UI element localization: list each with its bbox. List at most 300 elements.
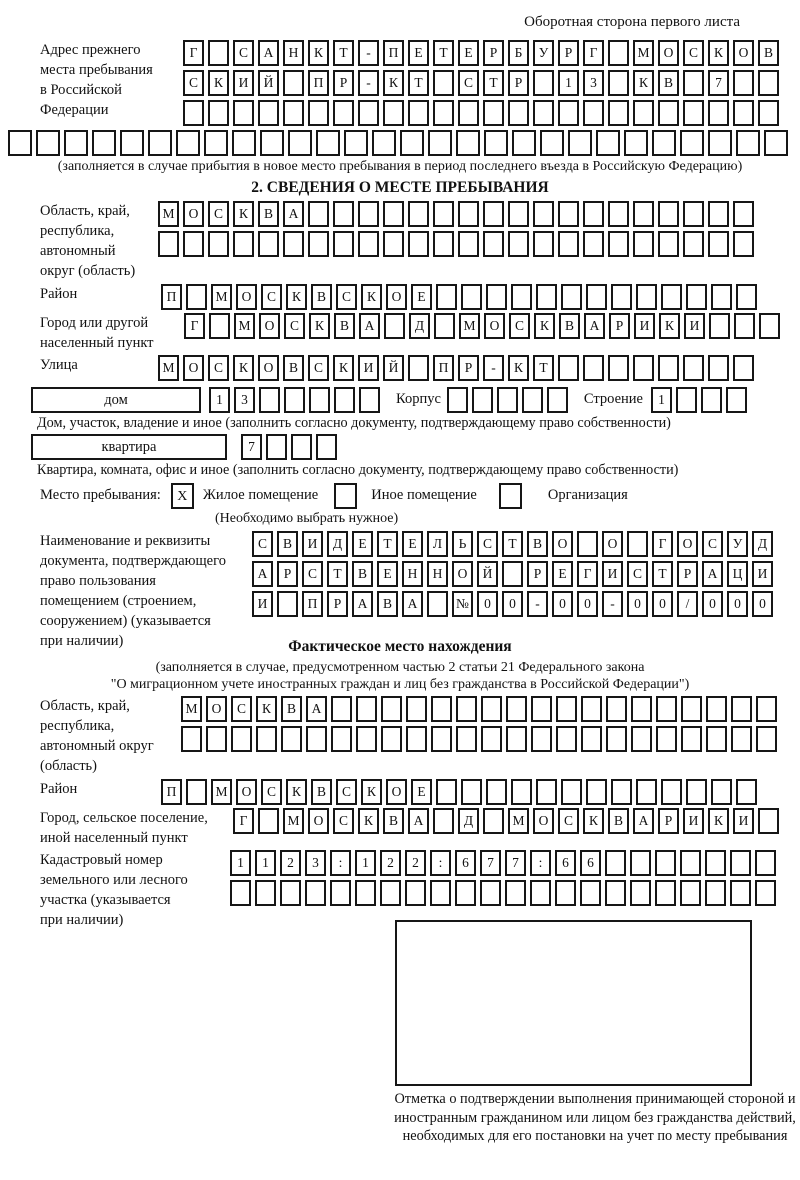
char-cell[interactable] bbox=[681, 696, 702, 722]
char-cell[interactable] bbox=[431, 696, 452, 722]
char-cell[interactable] bbox=[511, 284, 532, 310]
char-cell[interactable]: С bbox=[509, 313, 530, 339]
char-cell[interactable] bbox=[758, 808, 779, 834]
char-cell[interactable] bbox=[306, 726, 327, 752]
char-cell[interactable]: Т bbox=[433, 40, 454, 66]
char-cell[interactable] bbox=[383, 201, 404, 227]
char-cell[interactable] bbox=[533, 231, 554, 257]
char-cell[interactable]: - bbox=[527, 591, 548, 617]
char-cell[interactable]: И bbox=[602, 561, 623, 587]
char-cell[interactable] bbox=[481, 726, 502, 752]
char-cell[interactable] bbox=[431, 726, 452, 752]
char-cell[interactable] bbox=[658, 355, 679, 381]
char-cell[interactable]: М bbox=[283, 808, 304, 834]
char-cell[interactable] bbox=[433, 201, 454, 227]
char-cell[interactable]: - bbox=[358, 70, 379, 96]
char-cell[interactable] bbox=[608, 100, 629, 126]
char-cell[interactable]: К bbox=[333, 355, 354, 381]
char-cell[interactable] bbox=[658, 100, 679, 126]
char-cell[interactable]: : bbox=[330, 850, 351, 876]
char-cell[interactable]: 0 bbox=[752, 591, 773, 617]
char-cell[interactable]: 0 bbox=[552, 591, 573, 617]
char-cell[interactable]: У bbox=[727, 531, 748, 557]
char-cell[interactable] bbox=[730, 880, 751, 906]
char-cell[interactable]: Е bbox=[552, 561, 573, 587]
char-cell[interactable] bbox=[756, 726, 777, 752]
char-cell[interactable] bbox=[586, 779, 607, 805]
char-cell[interactable]: О bbox=[602, 531, 623, 557]
char-cell[interactable] bbox=[583, 231, 604, 257]
char-cell[interactable] bbox=[733, 70, 754, 96]
char-cell[interactable] bbox=[586, 284, 607, 310]
char-cell[interactable] bbox=[255, 880, 276, 906]
char-cell[interactable] bbox=[456, 726, 477, 752]
char-cell[interactable] bbox=[434, 313, 455, 339]
char-cell[interactable]: 6 bbox=[580, 850, 601, 876]
char-cell[interactable]: И bbox=[752, 561, 773, 587]
char-cell[interactable] bbox=[540, 130, 564, 156]
char-cell[interactable] bbox=[708, 130, 732, 156]
char-cell[interactable]: А bbox=[408, 808, 429, 834]
char-cell[interactable]: О bbox=[308, 808, 329, 834]
char-cell[interactable] bbox=[733, 231, 754, 257]
char-cell[interactable] bbox=[406, 696, 427, 722]
char-cell[interactable]: А bbox=[402, 591, 423, 617]
char-cell[interactable] bbox=[400, 130, 424, 156]
char-cell[interactable]: П bbox=[433, 355, 454, 381]
char-cell[interactable]: С bbox=[252, 531, 273, 557]
char-cell[interactable] bbox=[359, 387, 380, 413]
char-cell[interactable] bbox=[606, 696, 627, 722]
char-cell[interactable] bbox=[186, 779, 207, 805]
char-cell[interactable] bbox=[731, 726, 752, 752]
char-cell[interactable]: О bbox=[733, 40, 754, 66]
char-cell[interactable]: В bbox=[352, 561, 373, 587]
char-cell[interactable]: В bbox=[383, 808, 404, 834]
char-cell[interactable]: Г bbox=[233, 808, 254, 834]
char-cell[interactable]: О bbox=[258, 355, 279, 381]
char-cell[interactable]: - bbox=[483, 355, 504, 381]
char-cell[interactable] bbox=[577, 531, 598, 557]
char-cell[interactable]: К bbox=[383, 70, 404, 96]
char-cell[interactable] bbox=[232, 130, 256, 156]
other-premises-checkbox[interactable] bbox=[334, 483, 357, 509]
char-cell[interactable] bbox=[708, 355, 729, 381]
char-cell[interactable] bbox=[733, 355, 754, 381]
char-cell[interactable] bbox=[384, 313, 405, 339]
char-cell[interactable]: С bbox=[683, 40, 704, 66]
char-cell[interactable]: Г bbox=[183, 40, 204, 66]
char-cell[interactable]: Д bbox=[458, 808, 479, 834]
char-cell[interactable] bbox=[506, 726, 527, 752]
char-cell[interactable] bbox=[208, 100, 229, 126]
char-cell[interactable]: 0 bbox=[652, 591, 673, 617]
char-cell[interactable]: 0 bbox=[727, 591, 748, 617]
char-cell[interactable] bbox=[484, 130, 508, 156]
char-cell[interactable] bbox=[708, 201, 729, 227]
char-cell[interactable]: Т bbox=[502, 531, 523, 557]
char-cell[interactable]: И bbox=[684, 313, 705, 339]
char-cell[interactable] bbox=[556, 696, 577, 722]
char-cell[interactable] bbox=[505, 880, 526, 906]
char-cell[interactable] bbox=[333, 100, 354, 126]
char-cell[interactable] bbox=[230, 880, 251, 906]
char-cell[interactable]: А bbox=[252, 561, 273, 587]
char-cell[interactable] bbox=[708, 100, 729, 126]
char-cell[interactable]: К bbox=[358, 808, 379, 834]
char-cell[interactable]: 7 bbox=[505, 850, 526, 876]
char-cell[interactable] bbox=[511, 779, 532, 805]
char-cell[interactable]: П bbox=[161, 284, 182, 310]
char-cell[interactable] bbox=[558, 355, 579, 381]
char-cell[interactable] bbox=[512, 130, 536, 156]
char-cell[interactable] bbox=[266, 434, 287, 460]
char-cell[interactable]: Е bbox=[352, 531, 373, 557]
char-cell[interactable]: С bbox=[302, 561, 323, 587]
char-cell[interactable]: Р bbox=[658, 808, 679, 834]
char-cell[interactable] bbox=[631, 726, 652, 752]
char-cell[interactable] bbox=[308, 201, 329, 227]
char-cell[interactable]: Д bbox=[327, 531, 348, 557]
char-cell[interactable]: С bbox=[261, 284, 282, 310]
char-cell[interactable] bbox=[631, 696, 652, 722]
char-cell[interactable]: Т bbox=[652, 561, 673, 587]
char-cell[interactable]: О bbox=[677, 531, 698, 557]
char-cell[interactable] bbox=[508, 201, 529, 227]
char-cell[interactable] bbox=[680, 130, 704, 156]
char-cell[interactable] bbox=[433, 100, 454, 126]
char-cell[interactable] bbox=[711, 779, 732, 805]
char-cell[interactable] bbox=[358, 231, 379, 257]
char-cell[interactable] bbox=[436, 284, 457, 310]
char-cell[interactable] bbox=[209, 313, 230, 339]
char-cell[interactable]: 1 bbox=[355, 850, 376, 876]
char-cell[interactable] bbox=[284, 387, 305, 413]
char-cell[interactable] bbox=[656, 726, 677, 752]
char-cell[interactable]: : bbox=[530, 850, 551, 876]
char-cell[interactable]: О bbox=[236, 284, 257, 310]
char-cell[interactable]: 2 bbox=[405, 850, 426, 876]
char-cell[interactable] bbox=[605, 880, 626, 906]
char-cell[interactable]: К bbox=[633, 70, 654, 96]
char-cell[interactable]: Т bbox=[408, 70, 429, 96]
char-cell[interactable]: В bbox=[311, 284, 332, 310]
char-cell[interactable]: 7 bbox=[708, 70, 729, 96]
char-cell[interactable] bbox=[683, 231, 704, 257]
char-cell[interactable] bbox=[480, 880, 501, 906]
char-cell[interactable] bbox=[755, 880, 776, 906]
char-cell[interactable] bbox=[558, 201, 579, 227]
char-cell[interactable] bbox=[680, 850, 701, 876]
char-cell[interactable]: К bbox=[708, 40, 729, 66]
char-cell[interactable]: М bbox=[508, 808, 529, 834]
char-cell[interactable] bbox=[506, 696, 527, 722]
char-cell[interactable] bbox=[330, 880, 351, 906]
char-cell[interactable] bbox=[733, 201, 754, 227]
char-cell[interactable]: 2 bbox=[380, 850, 401, 876]
char-cell[interactable] bbox=[658, 201, 679, 227]
char-cell[interactable]: В bbox=[658, 70, 679, 96]
char-cell[interactable]: Т bbox=[333, 40, 354, 66]
char-cell[interactable]: Ц bbox=[727, 561, 748, 587]
char-cell[interactable] bbox=[608, 40, 629, 66]
char-cell[interactable] bbox=[405, 880, 426, 906]
char-cell[interactable] bbox=[381, 696, 402, 722]
char-cell[interactable] bbox=[383, 100, 404, 126]
char-cell[interactable] bbox=[705, 880, 726, 906]
char-cell[interactable] bbox=[522, 387, 543, 413]
char-cell[interactable]: К bbox=[361, 284, 382, 310]
char-cell[interactable]: Т bbox=[327, 561, 348, 587]
char-cell[interactable] bbox=[676, 387, 697, 413]
char-cell[interactable] bbox=[580, 880, 601, 906]
char-cell[interactable]: Е bbox=[458, 40, 479, 66]
char-cell[interactable] bbox=[458, 231, 479, 257]
char-cell[interactable] bbox=[583, 201, 604, 227]
char-cell[interactable]: И bbox=[252, 591, 273, 617]
char-cell[interactable]: Г bbox=[652, 531, 673, 557]
char-cell[interactable]: М bbox=[211, 284, 232, 310]
char-cell[interactable]: А bbox=[258, 40, 279, 66]
char-cell[interactable]: В bbox=[258, 201, 279, 227]
char-cell[interactable] bbox=[558, 100, 579, 126]
char-cell[interactable]: 0 bbox=[577, 591, 598, 617]
char-cell[interactable] bbox=[705, 850, 726, 876]
char-cell[interactable] bbox=[633, 201, 654, 227]
char-cell[interactable]: К bbox=[233, 355, 254, 381]
char-cell[interactable]: К bbox=[286, 284, 307, 310]
char-cell[interactable]: В bbox=[281, 696, 302, 722]
char-cell[interactable] bbox=[555, 880, 576, 906]
char-cell[interactable] bbox=[581, 696, 602, 722]
char-cell[interactable]: 7 bbox=[480, 850, 501, 876]
char-cell[interactable]: Й bbox=[477, 561, 498, 587]
char-cell[interactable] bbox=[731, 696, 752, 722]
char-cell[interactable]: И bbox=[233, 70, 254, 96]
char-cell[interactable]: А bbox=[352, 591, 373, 617]
char-cell[interactable] bbox=[758, 100, 779, 126]
char-cell[interactable] bbox=[630, 880, 651, 906]
char-cell[interactable]: С bbox=[208, 355, 229, 381]
char-cell[interactable]: О bbox=[552, 531, 573, 557]
char-cell[interactable]: А bbox=[359, 313, 380, 339]
char-cell[interactable]: С bbox=[231, 696, 252, 722]
char-cell[interactable]: Р bbox=[333, 70, 354, 96]
char-cell[interactable] bbox=[308, 231, 329, 257]
char-cell[interactable]: И bbox=[733, 808, 754, 834]
char-cell[interactable] bbox=[733, 100, 754, 126]
char-cell[interactable]: С bbox=[261, 779, 282, 805]
char-cell[interactable] bbox=[158, 231, 179, 257]
char-cell[interactable] bbox=[408, 231, 429, 257]
char-cell[interactable]: Р bbox=[327, 591, 348, 617]
char-cell[interactable] bbox=[755, 850, 776, 876]
char-cell[interactable] bbox=[530, 880, 551, 906]
char-cell[interactable] bbox=[356, 696, 377, 722]
char-cell[interactable] bbox=[558, 231, 579, 257]
char-cell[interactable]: С bbox=[336, 779, 357, 805]
char-cell[interactable]: К bbox=[659, 313, 680, 339]
char-cell[interactable] bbox=[605, 850, 626, 876]
char-cell[interactable] bbox=[608, 231, 629, 257]
char-cell[interactable] bbox=[456, 696, 477, 722]
char-cell[interactable] bbox=[356, 726, 377, 752]
char-cell[interactable] bbox=[533, 201, 554, 227]
char-cell[interactable]: О bbox=[452, 561, 473, 587]
char-cell[interactable] bbox=[258, 100, 279, 126]
char-cell[interactable]: С bbox=[627, 561, 648, 587]
char-cell[interactable] bbox=[120, 130, 144, 156]
char-cell[interactable]: Г bbox=[184, 313, 205, 339]
char-cell[interactable] bbox=[256, 726, 277, 752]
char-cell[interactable] bbox=[655, 880, 676, 906]
char-cell[interactable]: М bbox=[633, 40, 654, 66]
char-cell[interactable]: 1 bbox=[558, 70, 579, 96]
char-cell[interactable]: К bbox=[508, 355, 529, 381]
char-cell[interactable]: О bbox=[206, 696, 227, 722]
char-cell[interactable] bbox=[681, 726, 702, 752]
char-cell[interactable]: К bbox=[309, 313, 330, 339]
char-cell[interactable]: Р bbox=[527, 561, 548, 587]
char-cell[interactable] bbox=[661, 284, 682, 310]
char-cell[interactable]: О bbox=[183, 355, 204, 381]
char-cell[interactable] bbox=[483, 201, 504, 227]
char-cell[interactable] bbox=[531, 726, 552, 752]
char-cell[interactable] bbox=[533, 100, 554, 126]
char-cell[interactable] bbox=[277, 591, 298, 617]
char-cell[interactable] bbox=[652, 130, 676, 156]
char-cell[interactable]: Т bbox=[533, 355, 554, 381]
char-cell[interactable]: О bbox=[236, 779, 257, 805]
char-cell[interactable]: Н bbox=[427, 561, 448, 587]
char-cell[interactable] bbox=[736, 130, 760, 156]
char-cell[interactable]: О bbox=[533, 808, 554, 834]
char-cell[interactable] bbox=[383, 231, 404, 257]
char-cell[interactable] bbox=[259, 387, 280, 413]
char-cell[interactable] bbox=[372, 130, 396, 156]
char-cell[interactable] bbox=[408, 100, 429, 126]
char-cell[interactable]: К bbox=[286, 779, 307, 805]
char-cell[interactable] bbox=[233, 231, 254, 257]
char-cell[interactable]: М bbox=[211, 779, 232, 805]
char-cell[interactable] bbox=[461, 284, 482, 310]
dwelling-checkbox[interactable]: X bbox=[171, 483, 194, 509]
char-cell[interactable]: № bbox=[452, 591, 473, 617]
char-cell[interactable]: 0 bbox=[477, 591, 498, 617]
char-cell[interactable]: 3 bbox=[305, 850, 326, 876]
char-cell[interactable] bbox=[706, 726, 727, 752]
char-cell[interactable] bbox=[381, 726, 402, 752]
char-cell[interactable]: К bbox=[308, 40, 329, 66]
char-cell[interactable]: К bbox=[233, 201, 254, 227]
char-cell[interactable] bbox=[204, 130, 228, 156]
char-cell[interactable]: М bbox=[158, 201, 179, 227]
char-cell[interactable]: В bbox=[311, 779, 332, 805]
char-cell[interactable] bbox=[406, 726, 427, 752]
char-cell[interactable]: Т bbox=[377, 531, 398, 557]
char-cell[interactable]: М bbox=[158, 355, 179, 381]
char-cell[interactable] bbox=[502, 561, 523, 587]
char-cell[interactable]: Р bbox=[483, 40, 504, 66]
char-cell[interactable]: В bbox=[277, 531, 298, 557]
char-cell[interactable] bbox=[633, 100, 654, 126]
char-cell[interactable] bbox=[258, 808, 279, 834]
char-cell[interactable] bbox=[608, 355, 629, 381]
char-cell[interactable] bbox=[358, 100, 379, 126]
char-cell[interactable]: И bbox=[302, 531, 323, 557]
char-cell[interactable] bbox=[305, 880, 326, 906]
char-cell[interactable]: Б bbox=[508, 40, 529, 66]
char-cell[interactable] bbox=[447, 387, 468, 413]
char-cell[interactable] bbox=[655, 850, 676, 876]
char-cell[interactable]: 6 bbox=[455, 850, 476, 876]
char-cell[interactable]: К bbox=[256, 696, 277, 722]
char-cell[interactable]: О bbox=[658, 40, 679, 66]
char-cell[interactable] bbox=[355, 880, 376, 906]
char-cell[interactable]: Р bbox=[677, 561, 698, 587]
char-cell[interactable] bbox=[568, 130, 592, 156]
char-cell[interactable] bbox=[334, 387, 355, 413]
char-cell[interactable]: П bbox=[302, 591, 323, 617]
char-cell[interactable]: А bbox=[702, 561, 723, 587]
char-cell[interactable] bbox=[683, 70, 704, 96]
char-cell[interactable] bbox=[36, 130, 60, 156]
char-cell[interactable] bbox=[759, 313, 780, 339]
char-cell[interactable]: 3 bbox=[234, 387, 255, 413]
char-cell[interactable] bbox=[280, 880, 301, 906]
char-cell[interactable]: 0 bbox=[502, 591, 523, 617]
char-cell[interactable]: К bbox=[361, 779, 382, 805]
char-cell[interactable]: Г bbox=[577, 561, 598, 587]
char-cell[interactable]: Р bbox=[609, 313, 630, 339]
char-cell[interactable] bbox=[183, 100, 204, 126]
char-cell[interactable]: 0 bbox=[702, 591, 723, 617]
char-cell[interactable] bbox=[283, 70, 304, 96]
char-cell[interactable]: В bbox=[334, 313, 355, 339]
char-cell[interactable] bbox=[358, 201, 379, 227]
char-cell[interactable] bbox=[430, 880, 451, 906]
char-cell[interactable] bbox=[624, 130, 648, 156]
char-cell[interactable] bbox=[92, 130, 116, 156]
char-cell[interactable]: С bbox=[333, 808, 354, 834]
char-cell[interactable]: С bbox=[208, 201, 229, 227]
char-cell[interactable] bbox=[433, 808, 454, 834]
char-cell[interactable]: Е bbox=[408, 40, 429, 66]
char-cell[interactable]: Е bbox=[411, 284, 432, 310]
char-cell[interactable] bbox=[380, 880, 401, 906]
char-cell[interactable] bbox=[683, 355, 704, 381]
char-cell[interactable] bbox=[483, 100, 504, 126]
char-cell[interactable] bbox=[8, 130, 32, 156]
char-cell[interactable] bbox=[333, 231, 354, 257]
char-cell[interactable] bbox=[680, 880, 701, 906]
char-cell[interactable]: П bbox=[161, 779, 182, 805]
char-cell[interactable] bbox=[206, 726, 227, 752]
char-cell[interactable]: С bbox=[233, 40, 254, 66]
char-cell[interactable] bbox=[64, 130, 88, 156]
char-cell[interactable]: П bbox=[383, 40, 404, 66]
char-cell[interactable]: Р bbox=[458, 355, 479, 381]
char-cell[interactable] bbox=[486, 779, 507, 805]
char-cell[interactable]: Й bbox=[383, 355, 404, 381]
char-cell[interactable] bbox=[481, 696, 502, 722]
char-cell[interactable] bbox=[408, 355, 429, 381]
char-cell[interactable] bbox=[186, 284, 207, 310]
char-cell[interactable] bbox=[427, 591, 448, 617]
char-cell[interactable]: С bbox=[284, 313, 305, 339]
char-cell[interactable] bbox=[508, 231, 529, 257]
char-cell[interactable]: 1 bbox=[230, 850, 251, 876]
